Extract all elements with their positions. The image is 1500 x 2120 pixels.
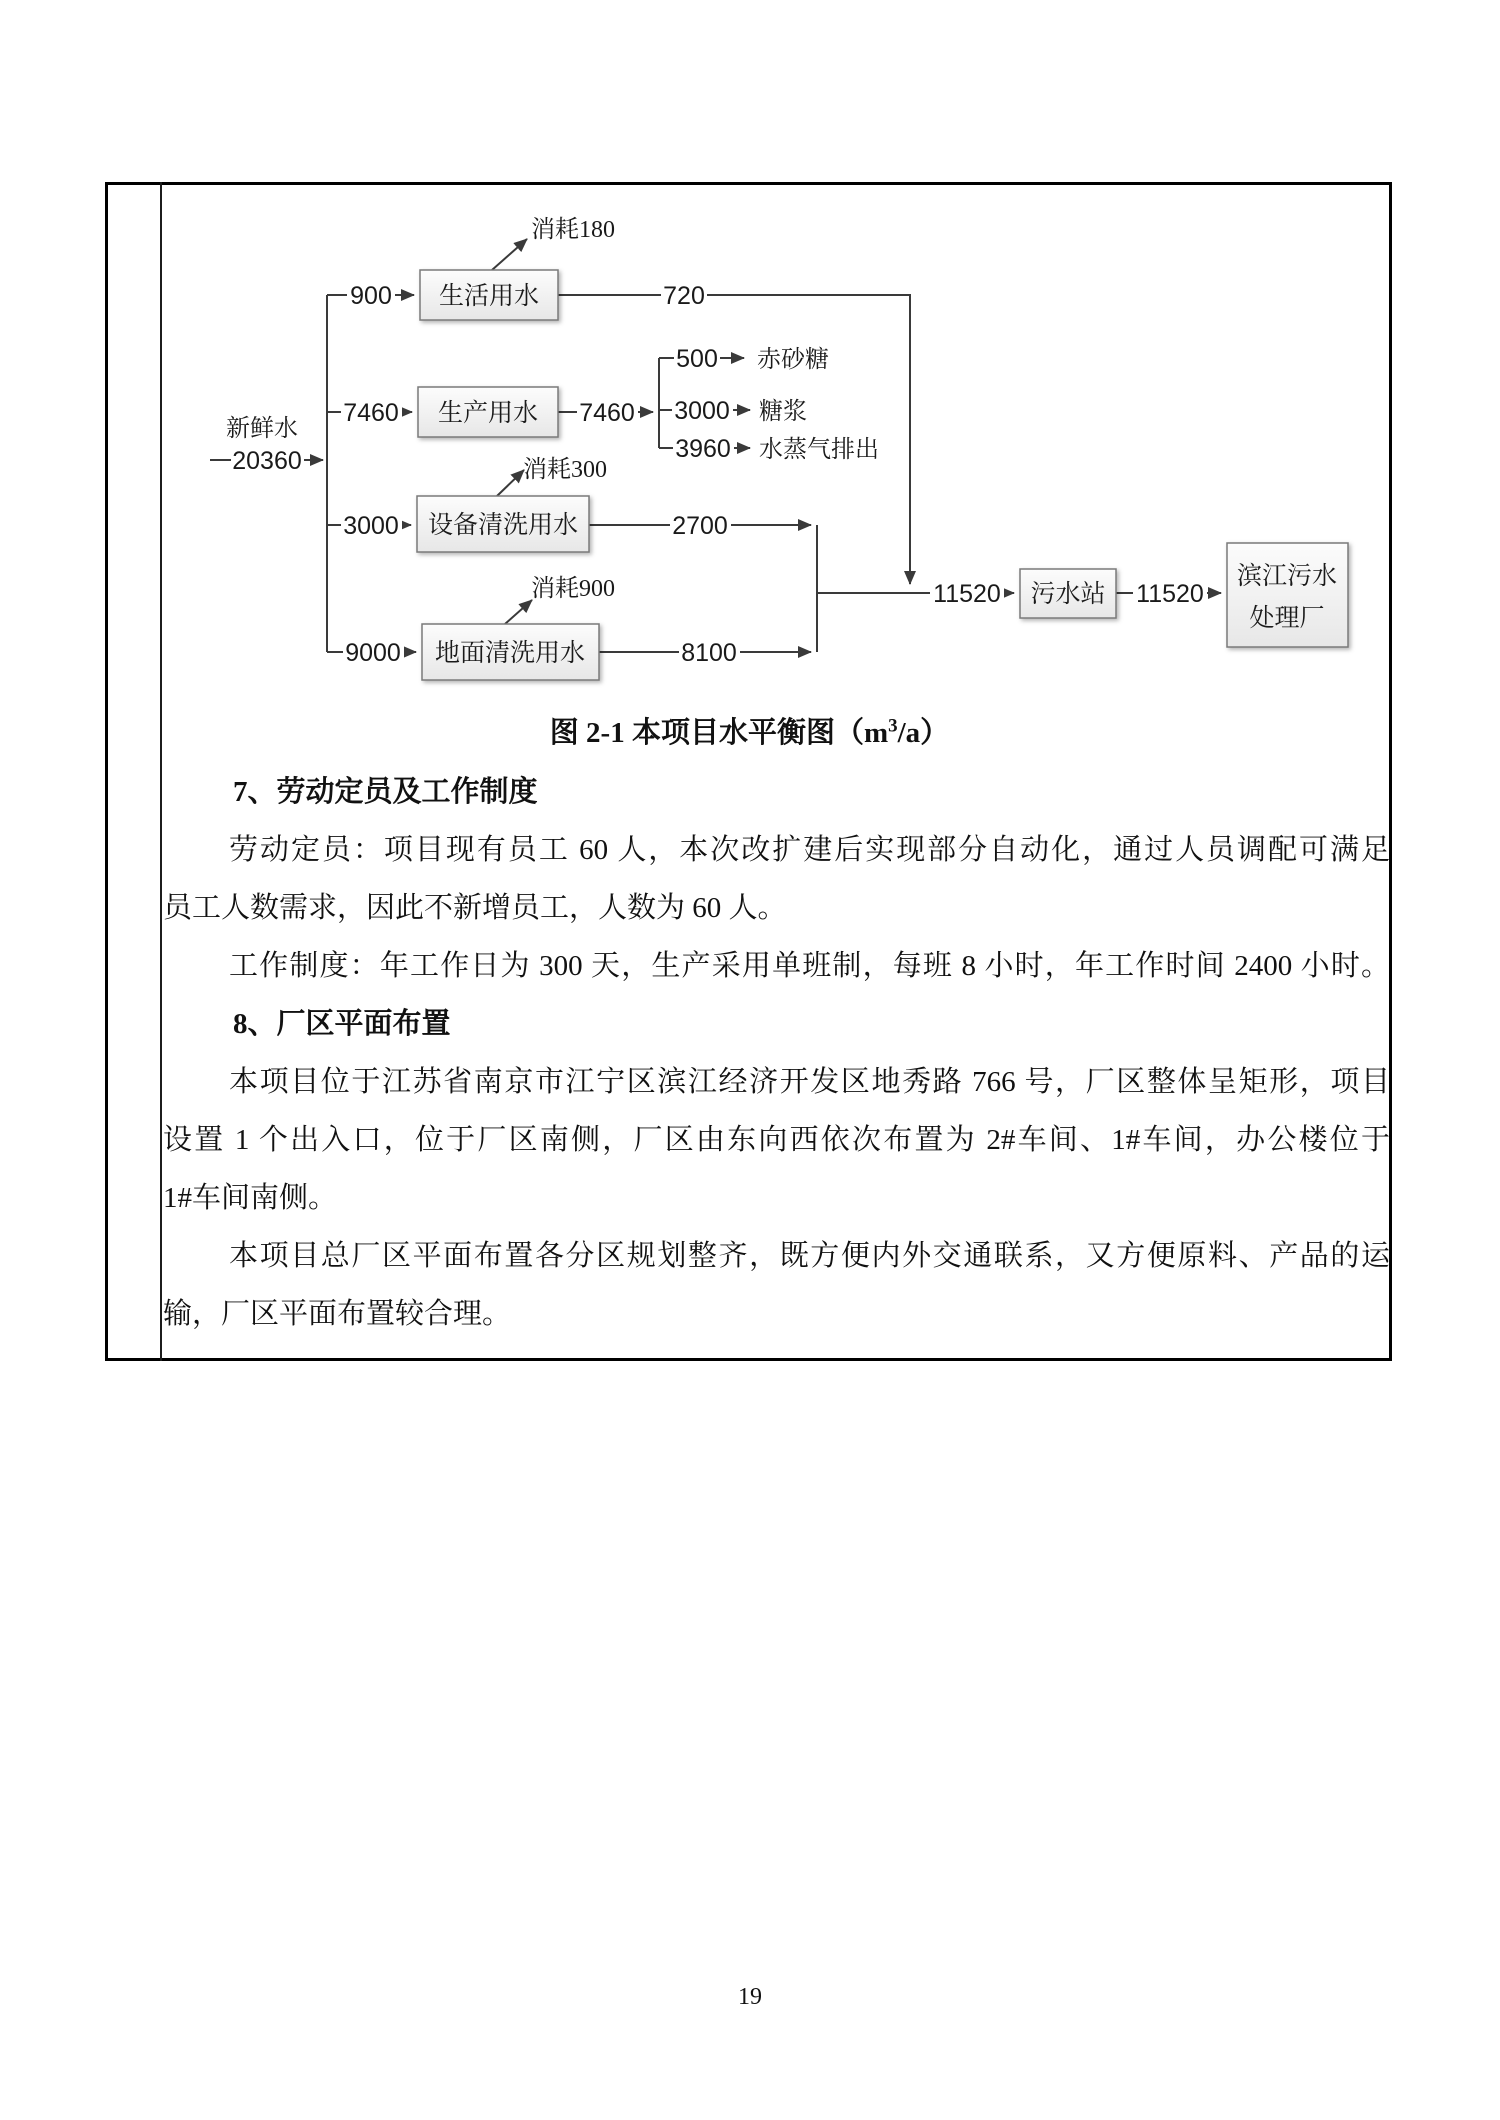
flow-label-8100: [679, 639, 740, 667]
consume-label-floor: 消耗900: [531, 576, 615, 602]
svg-text:9000: 9000: [345, 639, 401, 667]
figure-caption-superscript: 3: [888, 715, 898, 737]
flow-label-7460-out: [577, 399, 638, 427]
svg-text:2700: 2700: [672, 512, 728, 540]
svg-text:20360: 20360: [232, 447, 302, 475]
consume-arrow-equipment: [497, 470, 524, 496]
svg-text:11520: 11520: [1136, 580, 1204, 608]
flow-label-900: [347, 282, 395, 310]
consume-arrow-domestic: [492, 239, 527, 270]
production-water-box: [418, 387, 558, 437]
svg-text:地面清洗用水: 地面清洗用水: [434, 640, 586, 667]
water-balance-diagram: [0, 0, 1500, 780]
product-label-brown-sugar: 赤砂糖: [757, 347, 829, 373]
flow-label-7460-in: [341, 399, 402, 427]
svg-text:7460: 7460: [343, 399, 399, 427]
flow-label-9000: [343, 639, 404, 667]
page-number: 19: [738, 1984, 762, 2010]
flow-label-2700: [670, 512, 731, 540]
paragraph-line: 员工人数需求，因此不新增员工，人数为 60 人。: [163, 892, 787, 924]
svg-text:设备清洗用水: 设备清洗用水: [427, 512, 579, 539]
product-label-syrup: 糖浆: [759, 399, 807, 425]
flow-label-11520-out: [1133, 580, 1207, 608]
floor-cleaning-water-box: [422, 624, 599, 680]
consume-label-equipment: 消耗300: [523, 457, 607, 483]
svg-text:11520: 11520: [933, 580, 1001, 608]
flow-label-3960: [673, 435, 734, 463]
figure-caption: [162, 710, 1337, 751]
svg-text:生活用水: 生活用水: [438, 283, 540, 310]
paragraph-line: 本项目总厂区平面布置各分区规划整齐，既方便内外交通联系，又方便原料、产品的运: [229, 1240, 1390, 1272]
paragraph-line: 输，厂区平面布置较合理。: [163, 1298, 512, 1330]
paragraph-line: 1#车间南侧。: [163, 1182, 338, 1214]
equipment-cleaning-water-box: [417, 496, 589, 552]
section-7-heading: 7、劳动定员及工作制度: [233, 776, 538, 808]
fresh-water-flow-label: [231, 447, 304, 475]
svg-text:8100: 8100: [681, 639, 737, 667]
flow-label-3000-product: [672, 397, 733, 425]
svg-text:3960: 3960: [675, 435, 731, 463]
paragraph-line: 设置 1 个出入口，位于厂区南侧，厂区由东向西依次布置为 2#车间、1#车间，办公楼位于: [163, 1124, 1390, 1156]
svg-text:污水站: 污水站: [1030, 581, 1106, 608]
svg-text:500: 500: [676, 345, 718, 373]
consume-arrow-floor: [505, 600, 532, 624]
svg-text:3000: 3000: [674, 397, 730, 425]
domestic-water-box: [420, 270, 558, 320]
svg-text:生产用水: 生产用水: [437, 400, 539, 427]
product-label-steam: 水蒸气排出: [759, 437, 879, 463]
body-text: [163, 763, 1390, 1343]
paragraph-line: 本项目位于江苏省南京市江宁区滨江经济开发区地秀路 766 号，厂区整体呈矩形，项目: [229, 1066, 1390, 1098]
fresh-water-label: 新鲜水: [226, 416, 298, 442]
consume-label-domestic: 消耗180: [531, 217, 615, 243]
svg-text:滨江污水: 滨江污水: [1236, 563, 1338, 590]
section-8-heading: 8、厂区平面布置: [233, 1008, 451, 1040]
svg-text:处理厂: 处理厂: [1249, 605, 1325, 632]
flow-label-720: [661, 282, 707, 310]
sewage-plant-box: [1227, 543, 1348, 647]
svg-text:900: 900: [350, 282, 392, 310]
sewage-station-box: [1020, 569, 1116, 618]
figure-caption-unit: /a）: [897, 717, 950, 749]
flow-label-3000-in: [341, 512, 402, 540]
svg-text:3000: 3000: [343, 512, 399, 540]
paragraph-line: 工作制度：年工作日为 300 天，生产采用单班制，每班 8 小时，年工作时间 2400 小时。: [229, 950, 1390, 982]
flow-label-500: [674, 345, 720, 373]
svg-text:720: 720: [663, 282, 705, 310]
paragraph-line: 劳动定员：项目现有员工 60 人，本次改扩建后实现部分自动化，通过人员调配可满足: [229, 834, 1390, 866]
figure-caption-text: 图 2-1 本项目水平衡图（m: [549, 717, 889, 749]
svg-text:7460: 7460: [579, 399, 635, 427]
flow-label-11520-in: [930, 580, 1004, 608]
